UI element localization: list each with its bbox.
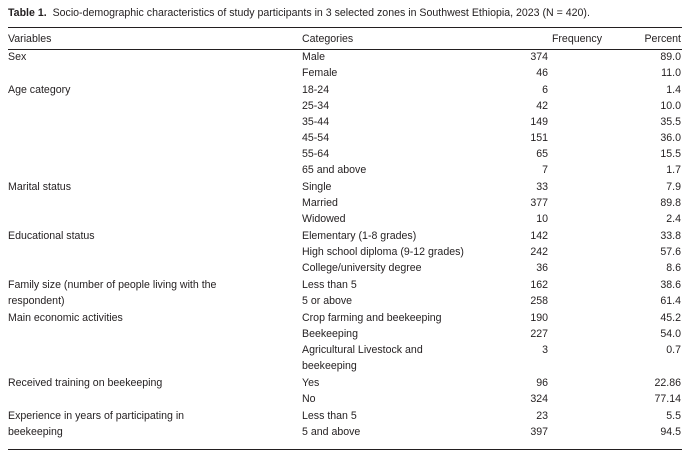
table-row — [8, 260, 682, 276]
table-row — [8, 326, 682, 342]
cell-percent: 8.6 — [666, 262, 681, 274]
cell-variable: Family size (number of people living with the — [8, 279, 217, 291]
cell-frequency: 142 — [530, 230, 548, 242]
cell-variable — [8, 391, 302, 407]
cell-frequency: 324 — [530, 393, 548, 405]
cell-frequency: 397 — [530, 426, 548, 438]
cell-category: 35-44 — [302, 116, 330, 128]
table-row — [8, 293, 682, 309]
cell-percent: 54.0 — [660, 328, 681, 340]
cell-percent: 11.0 — [661, 67, 681, 79]
cell-variable: Age category — [8, 84, 71, 96]
cell-percent: 89.8 — [660, 197, 681, 209]
cell-percent: 0.7 — [666, 344, 681, 356]
header-categories: Categories — [302, 33, 354, 45]
cell-frequency: 377 — [530, 197, 548, 209]
cell-category: Elementary (1-8 grades) — [302, 230, 417, 242]
cell-percent: 7.9 — [666, 181, 681, 193]
cell-percent — [602, 358, 682, 374]
table-top-rule — [8, 27, 682, 28]
cell-percent: 89.0 — [660, 51, 681, 63]
cell-variable — [8, 195, 302, 211]
cell-frequency: 46 — [536, 67, 548, 79]
cell-frequency: 258 — [530, 295, 548, 307]
cell-category: No — [302, 393, 316, 405]
cell-variable: Main economic activities — [8, 312, 123, 324]
table-bottom-rule — [8, 449, 682, 450]
cell-category: Crop farming and beekeeping — [302, 312, 442, 324]
cell-variable: Received training on beekeeping — [8, 377, 163, 389]
cell-category: Less than 5 — [302, 279, 357, 291]
cell-category: 25-34 — [302, 100, 330, 112]
cell-frequency: 65 — [536, 148, 548, 160]
cell-category: Female — [302, 67, 338, 79]
cell-variable — [8, 98, 302, 114]
table-row — [8, 374, 682, 391]
cell-frequency: 3 — [542, 344, 548, 356]
cell-percent: 1.7 — [666, 164, 681, 176]
table-row — [8, 227, 682, 244]
cell-frequency: 36 — [536, 262, 548, 274]
table-row — [8, 49, 682, 65]
table-row — [8, 195, 682, 211]
cell-category: Less than 5 — [302, 410, 357, 422]
cell-category: High school diploma (9-12 grades) — [302, 246, 464, 258]
cell-frequency: 96 — [536, 377, 548, 389]
cell-frequency: 227 — [530, 328, 548, 340]
cell-frequency: 162 — [530, 279, 548, 291]
table-row — [8, 358, 682, 374]
table-row — [8, 211, 682, 227]
table-row — [8, 342, 682, 358]
cell-variable: beekeeping — [8, 426, 63, 438]
cell-category: 45-54 — [302, 132, 330, 144]
table-header-row — [8, 29, 682, 49]
cell-variable: Educational status — [8, 230, 95, 242]
cell-variable — [8, 211, 302, 227]
cell-percent: 38.6 — [660, 279, 681, 291]
cell-variable — [8, 342, 302, 358]
cell-category: College/university degree — [302, 262, 422, 274]
table-body — [8, 49, 682, 440]
cell-percent: 57.6 — [660, 246, 681, 258]
cell-category: beekeeping — [302, 360, 357, 372]
demographics-table — [8, 29, 682, 440]
cell-percent: 2.4 — [666, 213, 681, 225]
cell-frequency: 149 — [530, 116, 548, 128]
cell-percent: 35.5 — [660, 116, 681, 128]
table-row — [8, 424, 682, 440]
cell-frequency: 151 — [530, 132, 548, 144]
cell-percent: 10.0 — [660, 100, 681, 112]
header-percent: Percent — [644, 33, 681, 45]
cell-percent: 15.5 — [660, 148, 681, 160]
cell-frequency: 42 — [536, 100, 548, 112]
cell-frequency — [522, 358, 602, 374]
cell-variable — [8, 146, 302, 162]
table-row — [8, 407, 682, 424]
cell-category: 5 and above — [302, 426, 361, 438]
cell-frequency: 374 — [530, 51, 548, 63]
table-caption-text: Socio-demographic characteristics of study participants in 3 selected zones in Southwest Ethiopia, 2023 (N = 420). — [52, 7, 590, 19]
table-row — [8, 130, 682, 146]
cell-frequency: 242 — [530, 246, 548, 258]
table-row — [8, 309, 682, 326]
cell-category: 55-64 — [302, 148, 330, 160]
cell-category: Married — [302, 197, 338, 209]
cell-variable — [8, 130, 302, 146]
table-row — [8, 391, 682, 407]
cell-percent: 33.8 — [660, 230, 681, 242]
cell-frequency: 23 — [536, 410, 548, 422]
cell-variable — [8, 65, 302, 81]
cell-variable — [8, 260, 302, 276]
cell-category: Beekeeping — [302, 328, 358, 340]
cell-percent: 45.2 — [660, 312, 681, 324]
cell-category: Widowed — [302, 213, 346, 225]
cell-frequency: 7 — [542, 164, 548, 176]
cell-variable: Marital status — [8, 181, 71, 193]
cell-percent: 36.0 — [660, 132, 681, 144]
cell-category: Single — [302, 181, 332, 193]
cell-variable: respondent) — [8, 295, 65, 307]
cell-variable — [8, 326, 302, 342]
cell-variable — [8, 358, 302, 374]
cell-frequency: 190 — [530, 312, 548, 324]
table-row — [8, 81, 682, 98]
header-variables: Variables — [8, 33, 52, 45]
cell-percent: 94.5 — [660, 426, 681, 438]
cell-frequency: 6 — [542, 84, 548, 96]
cell-frequency: 33 — [536, 181, 548, 193]
table-caption-label: Table 1. — [8, 7, 47, 19]
cell-category: Agricultural Livestock and — [302, 344, 423, 356]
cell-percent: 77.14 — [654, 393, 681, 405]
cell-percent: 1.4 — [666, 84, 681, 96]
cell-category: 18-24 — [302, 84, 330, 96]
table-row — [8, 244, 682, 260]
cell-category: Yes — [302, 377, 320, 389]
table-caption — [8, 6, 684, 20]
cell-category: 5 or above — [302, 295, 353, 307]
table-row — [8, 146, 682, 162]
cell-percent: 61.4 — [660, 295, 681, 307]
cell-variable: Experience in years of participating in — [8, 410, 185, 422]
cell-category: Male — [302, 51, 325, 63]
cell-category: 65 and above — [302, 164, 367, 176]
table-row — [8, 276, 682, 293]
header-frequency: Frequency — [551, 33, 602, 45]
cell-percent: 5.5 — [666, 410, 681, 422]
cell-variable: Sex — [8, 51, 27, 63]
cell-frequency: 10 — [536, 213, 548, 225]
table-row — [8, 98, 682, 114]
table-row — [8, 178, 682, 195]
cell-variable — [8, 114, 302, 130]
cell-variable — [8, 162, 302, 178]
table-row — [8, 114, 682, 130]
table-row — [8, 65, 682, 81]
cell-percent: 22.86 — [654, 377, 681, 389]
cell-variable — [8, 244, 302, 260]
table-row — [8, 162, 682, 178]
